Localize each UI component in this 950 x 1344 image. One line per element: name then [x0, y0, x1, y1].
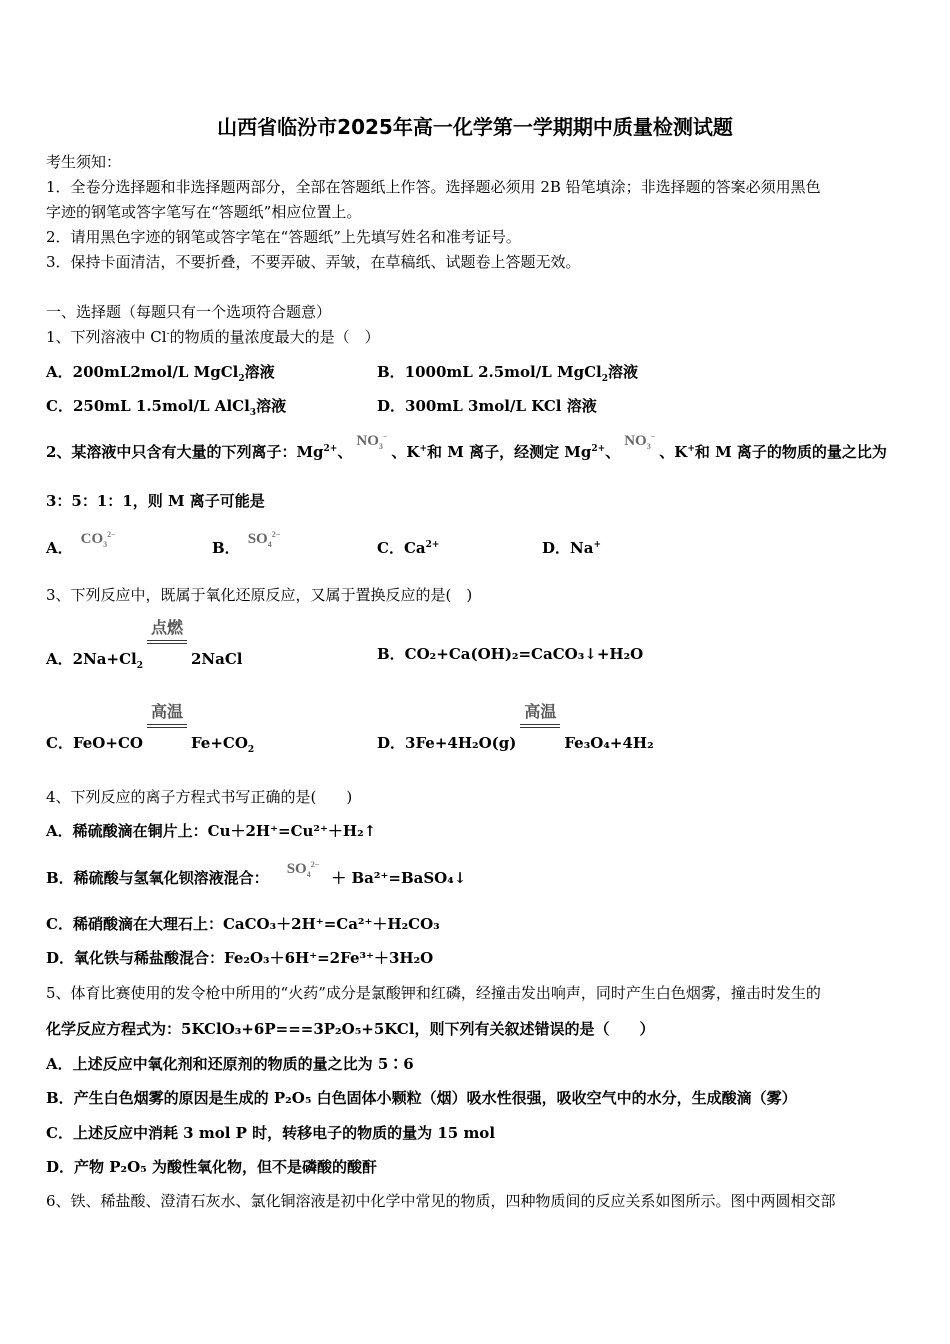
question-2-option-d[interactable]: D．Na+ — [542, 539, 601, 557]
question-5-option-b[interactable]: B．产生白色烟雾的原因是生成的 P₂O₅ 白色固体小颗粒（烟）吸水性很强，吸收空气中的水分，生成酸滴（雾） — [46, 1089, 797, 1107]
question-2-option-c[interactable]: C．$Ca^{2+}$ — [377, 539, 440, 557]
question-5-option-c[interactable]: C．上述反应中消耗 3 mol P 时，转移电子的物质的量为 15 mol — [46, 1124, 496, 1142]
question-3-option-a[interactable]: A．$2Na+Cl_2$ 点燃 2NaCl — [46, 618, 243, 671]
question-2-option-b[interactable]: B． $SO_4^{2-}$ — [212, 530, 281, 557]
question-4-option-d[interactable]: D．氧化铁与稀盐酸混合：Fe₂O₃＋6H⁺=2Fe³⁺＋3H₂O — [46, 949, 434, 967]
page-title: 山西省临汾市2025年高一化学第一学期期中质量检测试题 — [217, 115, 733, 139]
sulfate-ion: $SO_4^{2-}$ — [286, 860, 320, 879]
reaction-condition-arrow: 高温 — [147, 728, 187, 748]
question-4-option-a[interactable]: A．稀硫酸滴在铜片上：Cu＋2H⁺=Cu²⁺＋H₂↑ — [46, 822, 377, 840]
question-1-stem: 1、下列溶液中 Cl-的物质的量浓度最大的是（ ） — [46, 328, 380, 346]
notice-heading: 考生须知： — [46, 153, 122, 171]
nitrate-ion: $NO_3^-$ — [624, 432, 656, 451]
reaction-condition-arrow: 高温 — [520, 728, 560, 748]
question-5-stem-line-1: 5、体育比赛使用的发令枪中所用的“火药”成分是氯酸钾和红磷，经撞击发出响声，同时产生白色烟雾，撞击时发生的 — [46, 984, 821, 1002]
notice-line-3: 2．请用黑色字迹的钢笔或答字笔在“答题纸”上先填写姓名和准考证号。 — [46, 228, 521, 246]
question-5-option-a[interactable]: A．上述反应中氧化剂和还原剂的物质的量之比为 5∶6 — [46, 1055, 414, 1073]
question-5-stem-line-2: 化学反应方程式为：5KClO₃+6P===3P₂O₅+5KCl，则下列有关叙述错误的是（ ） — [46, 1020, 655, 1038]
reaction-condition-arrow: 点燃 — [147, 644, 187, 664]
question-1-option-b[interactable]: B．1000mL 2.5mol/L MgCl$_2$溶液 — [377, 363, 638, 384]
question-3-option-c[interactable]: C．FeO+CO 高温 $Fe+CO_2$ — [46, 702, 255, 755]
question-4-option-c[interactable]: C．稀硝酸滴在大理石上：CaCO₃＋2H⁺=Ca²⁺＋H₂CO₃ — [46, 915, 440, 933]
notice-line-2: 字迹的钢笔或答字笔写在“答题纸”相应位置上。 — [46, 203, 362, 221]
section-heading: 一、选择题（每题只有一个选项符合题意） — [46, 303, 332, 321]
question-4-stem: 4、下列反应的离子方程式书写正确的是( ) — [46, 788, 353, 806]
notice-line-1: 1．全卷分选择题和非选择题两部分，全部在答题纸上作答。选择题必须用 2B 铅笔填涂；非选择题的答案必须用黑色 — [46, 178, 821, 196]
question-3-option-d[interactable]: D．3Fe+4H₂O(g) 高温 Fe₃O₄+4H₂ — [377, 702, 654, 752]
question-2-option-a[interactable]: A． $CO_3^{2-}$ — [46, 530, 116, 557]
question-2-stem-line-1: 2、某溶液中只含有大量的下列离子：$Mg^{2+}$、$NO_3^-$、K+和 M 离子，经测定 $Mg^{2+}$、$NO_3^-$、K+和 M 离子的物质的量之比为 — [46, 432, 887, 461]
question-1-option-d[interactable]: D．300mL 3mol/L KCl 溶液 — [377, 397, 597, 415]
question-2-stem-line-2: 3：5：1：1，则 M 离子可能是 — [46, 492, 265, 510]
notice-line-4: 3．保持卡面清洁，不要折叠，不要弄破、弄皱，在草稿纸、试题卷上答题无效。 — [46, 253, 581, 271]
question-1-option-c[interactable]: C．250mL 1.5mol/L AlCl$_3$溶液 — [46, 397, 287, 418]
nitrate-ion: $NO_3^-$ — [356, 432, 388, 451]
question-4-option-b[interactable]: B．稀硫酸与氢氧化钡溶液混合： $SO_4^{2-}+$ Ba²⁺=BaSO₄↓ — [46, 860, 467, 887]
question-6-stem-line-1: 6、铁、稀盐酸、澄清石灰水、氯化铜溶液是初中化学中常见的物质，四种物质间的反应关系如图所示。图中两圆相交部 — [46, 1192, 836, 1210]
question-3-option-b[interactable]: B．CO₂+Ca(OH)₂=CaCO₃↓+H₂O — [377, 645, 644, 663]
question-1-option-a[interactable]: A．200mL2mol/L MgCl$_2$溶液 — [46, 363, 275, 384]
question-3-stem: 3、下列反应中，既属于氧化还原反应，又属于置换反应的是( ) — [46, 586, 473, 604]
question-5-option-d[interactable]: D．产物 P₂O₅ 为酸性氧化物，但不是磷酸的酸酐 — [46, 1158, 377, 1176]
